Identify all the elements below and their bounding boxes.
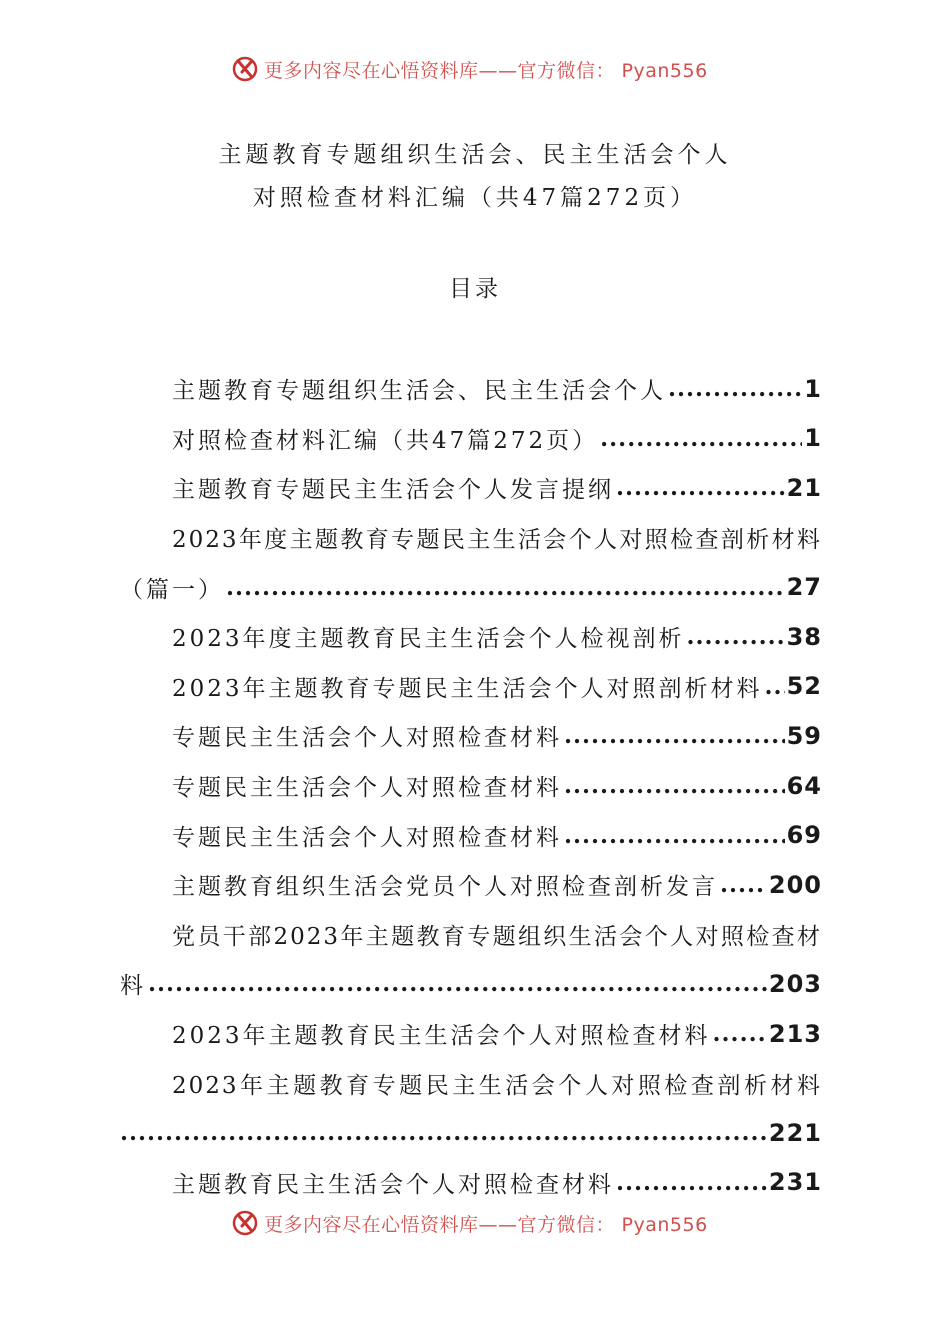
toc-entry-page: 59	[786, 721, 822, 750]
toc-heading: 目录	[449, 276, 501, 302]
toc-entry-page: 38	[786, 622, 822, 651]
toc-entry[interactable]	[120, 810, 822, 860]
toc-entry-title: 主题教育专题民主生活会个人发言提纲	[172, 477, 614, 504]
toc-entry-title: 党员干部2023年主题教育专题组织生活会个人对照检查材	[172, 923, 822, 950]
toc-entry-page: 1	[804, 424, 822, 453]
toc-entry[interactable]	[120, 761, 822, 811]
toc-entry-page: 200	[768, 870, 822, 899]
toc-entry-title: 2023年度主题教育专题民主生活会个人对照检查剖析材料	[172, 527, 822, 554]
toc-entry-title: 专题民主生活会个人对照检查材料	[172, 775, 562, 802]
document-title-line-1: 主题教育专题组织生活会、民主生活会个人	[218, 142, 732, 168]
toc-entry[interactable]	[120, 414, 822, 464]
watermark-text: 更多内容尽在心悟资料库——官方微信： Pyan556	[264, 1213, 708, 1236]
toc-entry-title: 对照检查材料汇编（共47篇272页）	[172, 427, 599, 454]
dot-leader	[148, 970, 767, 997]
toc-entry-title: 2023年主题教育民主生活会个人对照检查材料	[172, 1023, 711, 1050]
toc-entry-title: 主题教育专题组织生活会、民主生活会个人	[172, 378, 666, 405]
toc-entry-page: 64	[786, 771, 822, 800]
logo-icon	[232, 56, 260, 82]
toc-entry-page: 221	[768, 1118, 822, 1147]
logo-icon	[232, 1210, 260, 1236]
document-title-line-2: 对照检查材料汇编（共47篇272页）	[252, 185, 698, 211]
toc-entry[interactable]	[120, 711, 822, 761]
dot-leader	[226, 574, 785, 601]
toc-entry-title: 主题教育民主生活会个人对照检查材料	[172, 1171, 614, 1198]
watermark-header	[232, 56, 722, 82]
toc-entry-continuation[interactable]	[120, 562, 822, 612]
toc-entry-continuation[interactable]	[120, 959, 822, 1009]
watermark-footer	[232, 1210, 722, 1236]
toc-entry-page: 213	[768, 1019, 822, 1048]
toc-entry[interactable]	[120, 612, 822, 662]
toc-entry-page: 52	[786, 672, 822, 701]
toc-entry-page: 203	[768, 969, 822, 998]
toc-entry-page: 21	[786, 473, 822, 502]
dot-leader	[765, 673, 785, 700]
watermark-text: 更多内容尽在心悟资料库——官方微信： Pyan556	[264, 59, 708, 82]
toc-entry-page: 231	[768, 1168, 822, 1197]
dot-leader	[564, 772, 785, 799]
toc-entry-title: 2023年主题教育专题民主生活会个人对照检查剖析材料	[172, 1072, 822, 1099]
toc-entry-title: 2023年度主题教育民主生活会个人检视剖析	[172, 626, 685, 653]
toc-entry-wrapped-line[interactable]	[120, 910, 822, 960]
toc-entry-wrapped-line[interactable]	[120, 513, 822, 563]
dot-leader	[600, 425, 802, 452]
toc-entry-title: 主题教育组织生活会党员个人对照检查剖析发言	[172, 874, 718, 901]
toc-entry[interactable]	[120, 364, 822, 414]
toc-entry[interactable]	[120, 1009, 822, 1059]
dot-leader	[564, 722, 785, 749]
dot-leader	[564, 822, 785, 849]
dot-leader	[616, 474, 785, 501]
toc-entry[interactable]	[120, 662, 822, 712]
toc-entry-wrapped-line[interactable]	[120, 1058, 822, 1108]
toc-entry-title: 专题民主生活会个人对照检查材料	[172, 725, 562, 752]
dot-leader	[687, 623, 785, 650]
dot-leader	[616, 1169, 767, 1196]
toc-entry[interactable]	[120, 1158, 822, 1208]
toc-entry[interactable]	[120, 463, 822, 513]
dot-leader	[120, 1119, 767, 1146]
toc-entry-title-continuation: （篇一）	[120, 576, 224, 603]
toc-entry-page: 1	[804, 374, 822, 403]
toc-entry-title: 专题民主生活会个人对照检查材料	[172, 824, 562, 851]
dot-leader	[713, 1020, 767, 1047]
dot-leader	[720, 871, 767, 898]
toc-entry-page: 27	[786, 573, 822, 602]
table-of-contents	[120, 364, 822, 1207]
toc-entry[interactable]	[120, 860, 822, 910]
toc-entry-title-continuation: 料	[120, 973, 146, 1000]
toc-entry-continuation[interactable]	[120, 1108, 822, 1158]
toc-entry-title: 2023年主题教育专题民主生活会个人对照剖析材料	[172, 675, 763, 702]
toc-entry-page: 69	[786, 821, 822, 850]
dot-leader	[668, 375, 802, 402]
